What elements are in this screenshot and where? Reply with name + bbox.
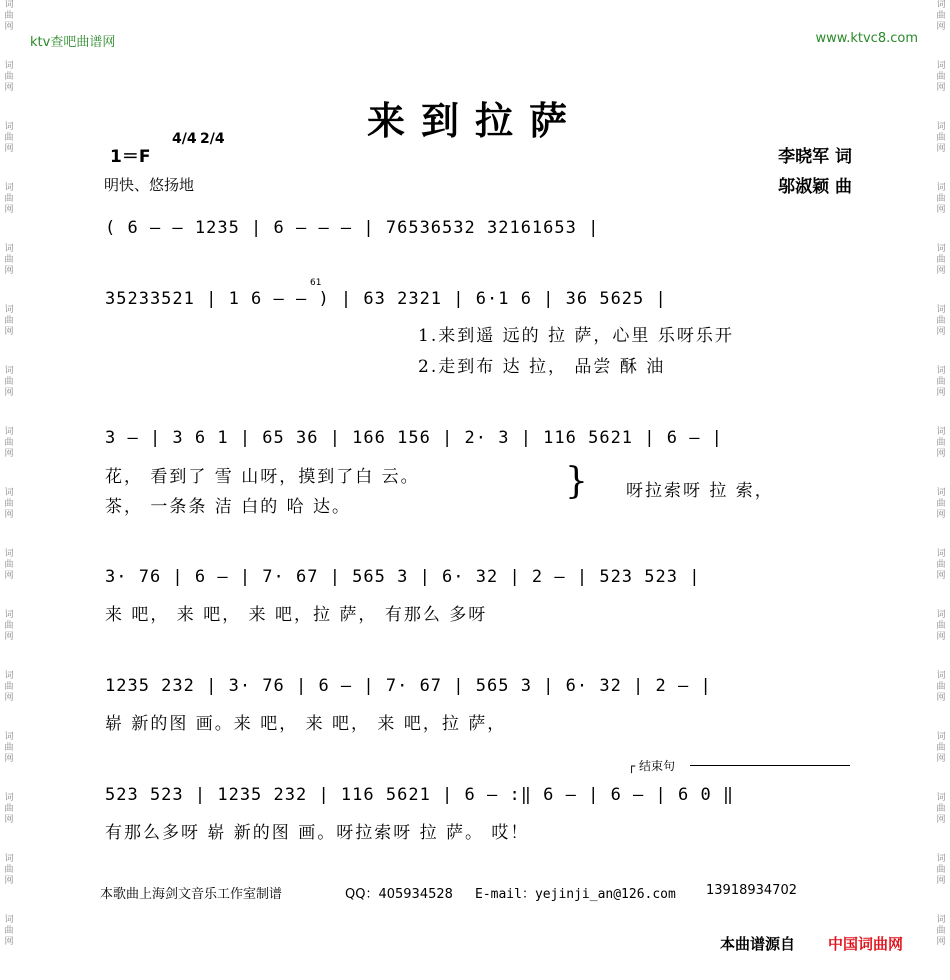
watermark-glyph: 网 xyxy=(936,388,946,398)
watermark-glyph: 曲 xyxy=(4,621,14,631)
verse-brace: } xyxy=(565,461,588,502)
right-watermark-column xyxy=(934,0,948,976)
key-signature: 1＝F xyxy=(110,147,151,167)
watermark-glyph: 曲 xyxy=(4,133,14,143)
watermark-glyph: 词 xyxy=(936,793,946,803)
watermark-glyph: 曲 xyxy=(936,377,946,387)
watermark-glyph: 词 xyxy=(4,793,14,803)
watermark-glyph: 网 xyxy=(4,510,14,520)
watermark-gap xyxy=(2,826,16,854)
watermark-glyph: 网 xyxy=(4,83,14,93)
time-signature-second: 2/4 xyxy=(200,131,225,147)
lyrics-line-3-verse-1: 花， 看到了 雪 山呀，摸到了白 云。 xyxy=(105,467,420,487)
footer-qq: QQ：405934528 xyxy=(345,887,453,902)
watermark-gap xyxy=(2,277,16,305)
watermark-glyph: 曲 xyxy=(936,743,946,753)
left-watermark-column xyxy=(2,0,16,976)
footer-studio: 本歌曲上海剑文音乐工作室制谱 xyxy=(100,887,283,902)
watermark-glyph: 词 xyxy=(936,427,946,437)
watermark-gap xyxy=(934,521,948,549)
watermark-glyph: 曲 xyxy=(4,11,14,21)
score-line-3-notes: 3 – | 3 6 1 | 65 36 | 166 156 | 2· 3 | 116 5621 | 6 – | xyxy=(105,428,723,448)
watermark-glyph: 曲 xyxy=(936,926,946,936)
watermark-glyph: 网 xyxy=(4,22,14,32)
song-title: 来到拉萨 xyxy=(366,98,583,143)
watermark-gap xyxy=(2,338,16,366)
watermark-glyph: 曲 xyxy=(4,804,14,814)
watermark-glyph: 词 xyxy=(936,549,946,559)
watermark-glyph: 曲 xyxy=(4,499,14,509)
watermark-gap xyxy=(2,33,16,61)
lyrics-line-2-verse-1: 1.来到遥 远的 拉 萨，心里 乐呀乐开 xyxy=(418,326,734,346)
ending-label: 结束句 xyxy=(639,759,676,773)
watermark-glyph: 词 xyxy=(4,915,14,925)
watermark-glyph: 网 xyxy=(4,205,14,215)
watermark-glyph: 词 xyxy=(936,671,946,681)
watermark-glyph: 曲 xyxy=(936,316,946,326)
watermark-glyph: 网 xyxy=(4,266,14,276)
watermark-glyph: 网 xyxy=(4,449,14,459)
watermark-glyph: 网 xyxy=(936,22,946,32)
watermark-gap xyxy=(934,216,948,244)
watermark-glyph: 曲 xyxy=(4,743,14,753)
tempo-marking: 明快、悠扬地 xyxy=(104,176,195,194)
watermark-gap xyxy=(2,765,16,793)
watermark-gap xyxy=(934,887,948,915)
score-line-5-notes: 1235 232 | 3· 76 | 6 – | 7· 67 | 565 3 | 6· 32 | 2 – | xyxy=(105,676,712,696)
time-signature-first: 4/4 xyxy=(172,131,197,147)
watermark-glyph: 网 xyxy=(936,754,946,764)
watermark-gap xyxy=(934,643,948,671)
watermark-glyph: 曲 xyxy=(4,316,14,326)
watermark-glyph: 词 xyxy=(4,732,14,742)
composer-credit: 邬淑颖 曲 xyxy=(778,177,852,197)
watermark-glyph: 词 xyxy=(936,854,946,864)
watermark-glyph: 曲 xyxy=(936,682,946,692)
watermark-glyph: 曲 xyxy=(936,499,946,509)
source-site-link[interactable]: 中国词曲网 xyxy=(828,935,904,953)
watermark-gap xyxy=(934,582,948,610)
watermark-glyph: 网 xyxy=(936,144,946,154)
lyrics-line-5: 崭 新的图 画。来 吧， 来 吧， 来 吧，拉 萨， xyxy=(105,714,507,734)
watermark-gap xyxy=(2,704,16,732)
watermark-glyph: 词 xyxy=(936,610,946,620)
source-prefix: 本曲谱源自 xyxy=(720,935,796,953)
watermark-glyph: 词 xyxy=(936,183,946,193)
watermark-glyph: 网 xyxy=(4,571,14,581)
watermark-glyph: 网 xyxy=(4,876,14,886)
watermark-glyph: 曲 xyxy=(936,194,946,204)
watermark-glyph: 网 xyxy=(936,815,946,825)
watermark-glyph: 词 xyxy=(936,915,946,925)
watermark-glyph: 词 xyxy=(936,61,946,71)
watermark-glyph: 网 xyxy=(936,632,946,642)
score-line-4-notes: 3· 76 | 6 – | 7· 67 | 565 3 | 6· 32 | 2 – | 523 523 | xyxy=(105,567,701,587)
watermark-glyph: 网 xyxy=(4,693,14,703)
watermark-glyph: 词 xyxy=(4,854,14,864)
watermark-glyph: 网 xyxy=(4,815,14,825)
watermark-glyph: 曲 xyxy=(936,865,946,875)
watermark-glyph: 网 xyxy=(4,754,14,764)
watermark-gap xyxy=(934,460,948,488)
watermark-gap xyxy=(2,887,16,915)
watermark-glyph: 曲 xyxy=(936,438,946,448)
watermark-gap xyxy=(2,155,16,183)
watermark-glyph: 曲 xyxy=(936,621,946,631)
watermark-glyph: 词 xyxy=(4,244,14,254)
watermark-gap xyxy=(934,277,948,305)
watermark-glyph: 曲 xyxy=(4,438,14,448)
watermark-gap xyxy=(934,765,948,793)
watermark-gap xyxy=(934,338,948,366)
watermark-gap xyxy=(934,33,948,61)
watermark-glyph: 词 xyxy=(936,122,946,132)
lyrics-line-2-verse-2: 2.走到布 达 拉， 品尝 酥 油 xyxy=(418,357,666,377)
watermark-glyph: 词 xyxy=(4,610,14,620)
watermark-glyph: 词 xyxy=(4,305,14,315)
left-site-label: ktv查吧曲谱网 xyxy=(30,35,116,50)
watermark-glyph: 词 xyxy=(4,671,14,681)
watermark-glyph: 曲 xyxy=(936,133,946,143)
footer-phone: 13918934702 xyxy=(706,883,797,898)
watermark-glyph: 网 xyxy=(936,571,946,581)
watermark-glyph: 网 xyxy=(936,693,946,703)
watermark-glyph: 网 xyxy=(4,632,14,642)
watermark-gap xyxy=(2,460,16,488)
watermark-glyph: 网 xyxy=(4,144,14,154)
score-line-6-notes: 523 523 | 1235 232 | 116 5621 | 6 – :‖ 6 – | 6 – | 6 0 ‖ xyxy=(105,785,735,805)
watermark-glyph: 词 xyxy=(936,0,946,10)
score-line-1-notes: ( 6 – – 1235 | 6 – – – | 76536532 32161653 | xyxy=(105,218,600,238)
watermark-glyph: 曲 xyxy=(4,72,14,82)
watermark-glyph: 曲 xyxy=(4,865,14,875)
right-site-label: www.ktvc8.com xyxy=(815,31,918,46)
watermark-glyph: 网 xyxy=(4,937,14,947)
watermark-gap xyxy=(934,704,948,732)
lyrics-line-4: 来 吧， 来 吧， 来 吧，拉 萨， 有那么 多呀 xyxy=(105,605,488,625)
watermark-gap xyxy=(934,826,948,854)
watermark-gap xyxy=(934,155,948,183)
watermark-gap xyxy=(2,582,16,610)
watermark-gap xyxy=(934,399,948,427)
watermark-glyph: 网 xyxy=(4,388,14,398)
watermark-glyph: 曲 xyxy=(936,804,946,814)
lyricist-credit: 李晓军 词 xyxy=(778,147,852,167)
footer-email: E-mail：yejinji_an@126.com xyxy=(475,887,676,902)
watermark-glyph: 网 xyxy=(936,510,946,520)
watermark-glyph: 曲 xyxy=(4,255,14,265)
watermark-gap xyxy=(934,948,948,976)
watermark-glyph: 曲 xyxy=(936,11,946,21)
watermark-gap xyxy=(2,948,16,976)
watermark-glyph: 词 xyxy=(936,305,946,315)
watermark-glyph: 词 xyxy=(4,183,14,193)
lyrics-line-6: 有那么多呀 崭 新的图 画。呀拉索呀 拉 萨。 哎！ xyxy=(105,823,530,843)
watermark-gap xyxy=(2,399,16,427)
grace-note: 61 xyxy=(310,278,322,288)
ending-bracket-line xyxy=(690,765,850,766)
watermark-glyph: 词 xyxy=(4,61,14,71)
watermark-glyph: 网 xyxy=(936,266,946,276)
watermark-glyph: 词 xyxy=(936,244,946,254)
watermark-glyph: 曲 xyxy=(4,194,14,204)
watermark-glyph: 网 xyxy=(936,327,946,337)
watermark-gap xyxy=(2,216,16,244)
watermark-glyph: 网 xyxy=(4,327,14,337)
watermark-gap xyxy=(2,521,16,549)
watermark-glyph: 曲 xyxy=(936,255,946,265)
watermark-glyph: 网 xyxy=(936,937,946,947)
watermark-glyph: 词 xyxy=(4,122,14,132)
watermark-glyph: 词 xyxy=(4,366,14,376)
watermark-glyph: 曲 xyxy=(4,926,14,936)
watermark-glyph: 网 xyxy=(936,205,946,215)
watermark-glyph: 曲 xyxy=(936,560,946,570)
watermark-glyph: 词 xyxy=(4,549,14,559)
watermark-glyph: 曲 xyxy=(936,72,946,82)
watermark-glyph: 词 xyxy=(936,732,946,742)
watermark-glyph: 曲 xyxy=(4,560,14,570)
watermark-glyph: 词 xyxy=(4,427,14,437)
watermark-glyph: 网 xyxy=(936,83,946,93)
watermark-glyph: 网 xyxy=(936,449,946,459)
ending-bracket: ┌ 结束句 xyxy=(628,759,676,773)
watermark-glyph: 词 xyxy=(4,488,14,498)
watermark-glyph: 词 xyxy=(936,488,946,498)
score-line-2-notes: 35233521 | 1 6 – – ) | 63 2321 | 6·1 6 | 36 5625 | xyxy=(105,289,667,309)
watermark-glyph: 曲 xyxy=(4,377,14,387)
lyrics-line-3-refrain: 呀拉索呀 拉 索， xyxy=(626,481,774,501)
watermark-glyph: 词 xyxy=(4,0,14,10)
watermark-glyph: 词 xyxy=(936,366,946,376)
watermark-gap xyxy=(2,643,16,671)
watermark-glyph: 网 xyxy=(936,876,946,886)
watermark-glyph: 曲 xyxy=(4,682,14,692)
lyrics-line-3-verse-2: 茶， 一条条 洁 白的 哈 达。 xyxy=(105,497,352,517)
